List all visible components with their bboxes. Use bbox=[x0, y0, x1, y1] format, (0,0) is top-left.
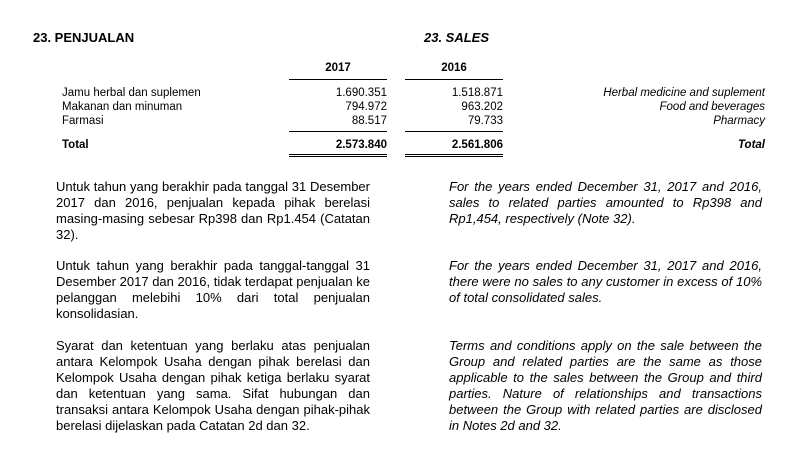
row-label-en: Food and beverages bbox=[659, 101, 765, 113]
column-header-2016: 2016 bbox=[441, 62, 467, 74]
row-value-2017: 794.972 bbox=[345, 101, 387, 113]
paragraph-id: Untuk tahun yang berakhir pada tanggal-tanggal 31 Desember 2017 dan 2016, tidak terdapat penjualan ke pelanggan melebihi 10% dari total penjualan konsolidasian. bbox=[56, 258, 370, 321]
paragraph-id: Syarat dan ketentuan yang berlaku atas penjualan antara Kelompok Usaha dengan pihak berelasi dan Kelompok Usaha dengan pihak ketiga berlaku syarat dan ketentuan yang sama. Sifat hubungan dan transaksi antara Kelompok Usaha dengan pihak-pihak berelasi dijelaskan pada Catatan 2d dan 32. bbox=[56, 338, 370, 433]
row-value-2017: 88.517 bbox=[351, 115, 387, 127]
total-double-rule-2016-top bbox=[405, 154, 503, 155]
column-header-2017: 2017 bbox=[325, 62, 351, 74]
total-double-rule-2017-bottom bbox=[289, 156, 387, 157]
section-heading-id: 23. PENJUALAN bbox=[33, 30, 135, 45]
paragraph-en: For the years ended December 31, 2017 and 2016, there were no sales to any customer in excess of 10% of total consolidated sales. bbox=[449, 258, 762, 305]
total-value-2017: 2.573.840 bbox=[335, 139, 387, 151]
row-label-id: Jamu herbal dan suplemen bbox=[62, 87, 201, 99]
row-label-id: Farmasi bbox=[62, 115, 104, 127]
row-value-2017: 1.690.351 bbox=[335, 87, 387, 99]
total-label-id: Total bbox=[62, 139, 89, 151]
row-value-2016: 1.518.871 bbox=[451, 87, 503, 99]
row-value-2016: 79.733 bbox=[467, 115, 503, 127]
total-label-en: Total bbox=[737, 139, 765, 151]
paragraph-en: For the years ended December 31, 2017 and 2016, sales to related parties amounted to Rp398 and Rp1,454, respectively (Note 32). bbox=[449, 179, 762, 226]
total-double-rule-2016-bottom bbox=[405, 156, 503, 157]
row-label-en: Herbal medicine and suplement bbox=[603, 87, 765, 99]
total-value-2016: 2.561.806 bbox=[451, 139, 503, 151]
row-label-id: Makanan dan minuman bbox=[62, 101, 183, 113]
section-heading-en: 23. SALES bbox=[424, 30, 490, 45]
row-value-2016: 963.202 bbox=[461, 101, 503, 113]
subtotal-rule-2016 bbox=[405, 131, 503, 132]
paragraph-id: Untuk tahun yang berakhir pada tanggal 31 Desember 2017 dan 2016, penjualan kepada pihak berelasi masing-masing sebesar Rp398 dan Rp1.454 (Catatan 32). bbox=[56, 179, 370, 242]
subtotal-rule-2017 bbox=[289, 131, 387, 132]
paragraph-en: Terms and conditions apply on the sale between the Group and related parties are the same as those applicable to the sales between the Group and third parties. Nature of relationships and transactions between the Group with related parties are disclosed in Notes 2d and 32. bbox=[449, 338, 762, 433]
header-underline-2016 bbox=[405, 79, 503, 80]
header-underline-2017 bbox=[289, 79, 387, 80]
row-label-en: Pharmacy bbox=[713, 115, 765, 127]
total-double-rule-2017-top bbox=[289, 154, 387, 155]
